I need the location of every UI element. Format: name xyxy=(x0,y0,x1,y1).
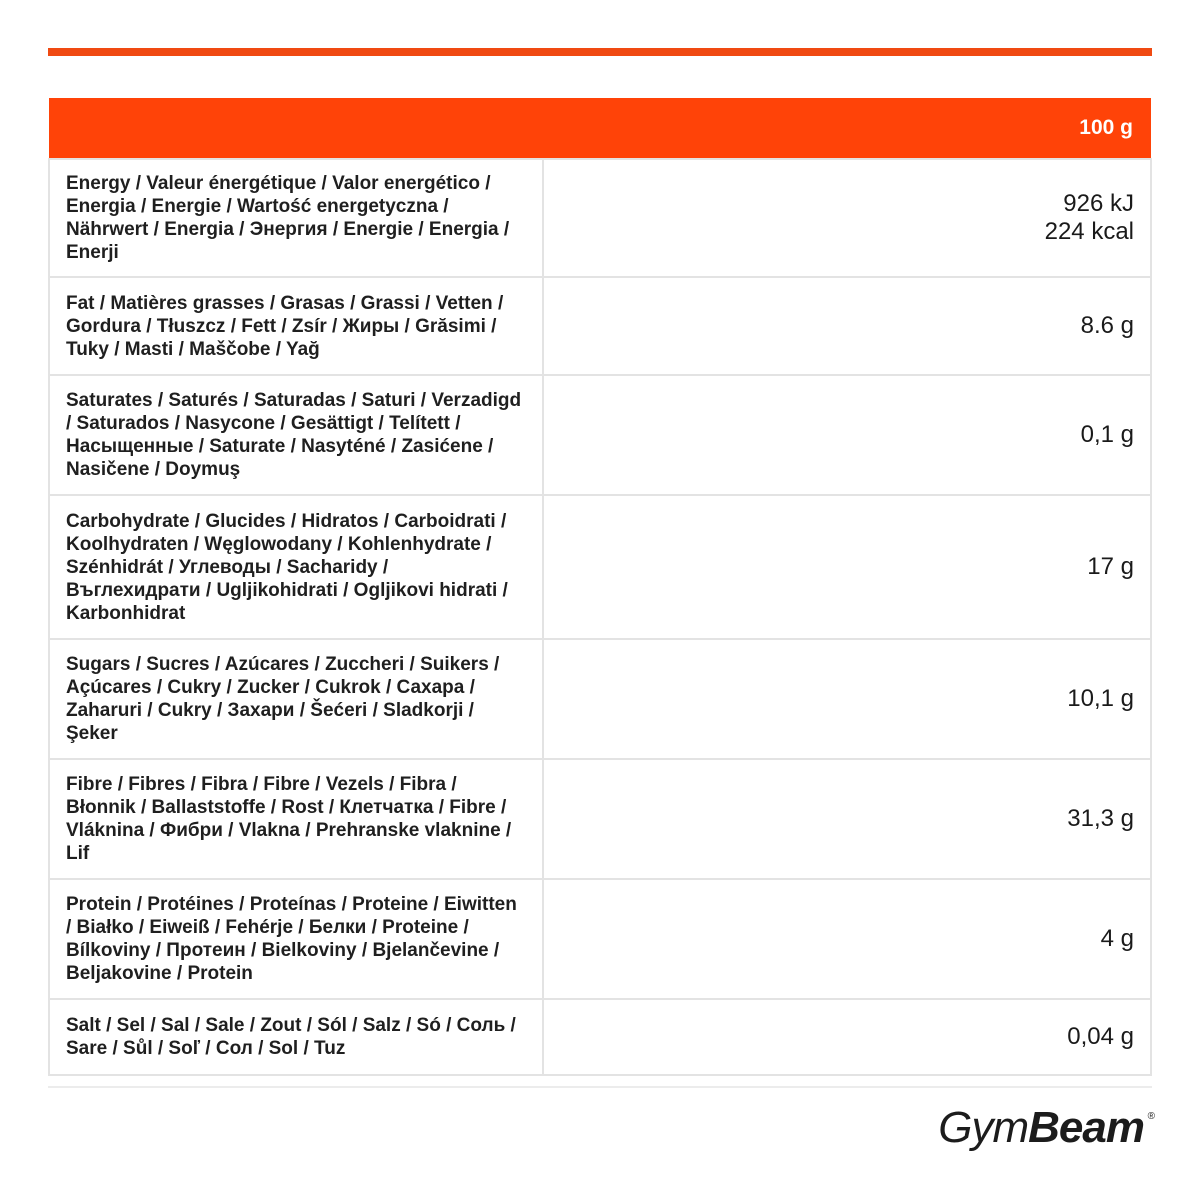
nutrient-value: 17 g xyxy=(543,495,1151,639)
table-row-fibre xyxy=(49,759,1151,879)
nutrient-value: 31,3 g xyxy=(543,759,1151,879)
nutrient-label: Saturates / Saturés / Saturadas / Saturi / Verzadigd / Saturados / Nasycone / Gesättigt / Telített / Насыщенные / Saturate / Nasyténé / Zasićene / Nasičene / Doymuş xyxy=(49,375,543,495)
top-accent-rule xyxy=(48,48,1152,56)
registered-mark: ® xyxy=(1147,1111,1154,1122)
nutrient-label: Salt / Sel / Sal / Sale / Zout / Sól / Salz / Só / Соль / Sare / Sůl / Soľ / Сол / Sol / Tuz xyxy=(49,999,543,1075)
nutrient-label: Carbohydrate / Glucides / Hidratos / Carboidrati / Koolhydraten / Węglowodany / Kohlenhydrate / Szénhidrát / Углеводы / Sacharidy / Въглехидрати / Ugljikohidrati / Ogljikovi hidrati / Karbonhidrat xyxy=(49,495,543,639)
logo-text-light: Gym xyxy=(938,1103,1029,1152)
column-header-100g: 100 g xyxy=(49,98,1151,159)
nutrient-value: 10,1 g xyxy=(543,639,1151,759)
nutrient-label: Sugars / Sucres / Azúcares / Zuccheri / Suikers / Açúcares / Cukry / Zucker / Cukrok / Сахара / Zaharuri / Cukry / Захари / Šećeri / Sladkorji / Şeker xyxy=(49,639,543,759)
table-row-carbohydrate xyxy=(49,495,1151,639)
nutrient-value: 4 g xyxy=(543,879,1151,999)
nutrient-label: Fibre / Fibres / Fibra / Fibre / Vezels / Fibra / Błonnik / Ballaststoffe / Rost / Клетчатка / Fibre / Vláknina / Фибри / Vlakna / Prehranske vlaknine / Lif xyxy=(49,759,543,879)
nutrition-table xyxy=(48,98,1152,1076)
table-row-sugars xyxy=(49,639,1151,759)
table-row-fat xyxy=(49,277,1151,375)
energy-kcal-value: 224 kcal xyxy=(1044,218,1134,245)
bottom-divider xyxy=(48,1086,1152,1088)
table-header-row xyxy=(49,98,1151,159)
nutrient-value: 8.6 g xyxy=(543,277,1151,375)
table-row-energy xyxy=(49,159,1151,277)
nutrient-value: 0,1 g xyxy=(543,375,1151,495)
nutrient-label: Protein / Protéines / Proteínas / Proteine / Eiwitten / Białko / Eiweiß / Fehérje / Белки / Proteine / Bílkoviny / Протеин / Bielkoviny / Bjelančevine / Beljakovine / Protein xyxy=(49,879,543,999)
nutrient-value: 0,04 g xyxy=(543,999,1151,1075)
gymbeam-logo xyxy=(938,1103,1154,1153)
table-row-protein xyxy=(49,879,1151,999)
nutrient-label: Fat / Matières grasses / Grasas / Grassi / Vetten / Gordura / Tłuszcz / Fett / Zsír / Жиры / Grăsimi / Tuky / Masti / Maščobe / Yağ xyxy=(49,277,543,375)
nutrient-label: Energy / Valeur énergétique / Valor energético / Energia / Energie / Wartość energetyczna / Nährwert / Energia / Энергия / Energie / Energia / Enerji xyxy=(49,159,543,277)
table-row-salt xyxy=(49,999,1151,1075)
nutrient-value xyxy=(543,159,1151,277)
energy-kj-value: 926 kJ xyxy=(1063,190,1134,217)
logo-text-bold: Beam xyxy=(1028,1103,1144,1152)
table-row-saturates xyxy=(49,375,1151,495)
